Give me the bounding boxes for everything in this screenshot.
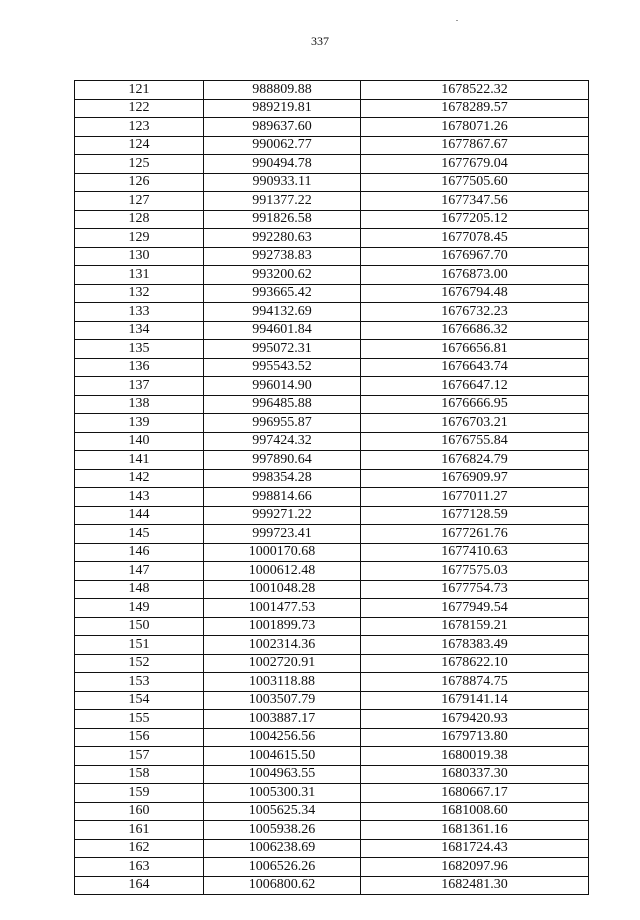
- table-row: [75, 321, 589, 340]
- point-number-cell: 140: [75, 432, 204, 451]
- y-coordinate-cell: 1678071.26: [361, 118, 589, 137]
- point-number-cell: 128: [75, 210, 204, 229]
- table-row: [75, 284, 589, 303]
- table-row: [75, 340, 589, 359]
- y-coordinate-cell: 1676656.81: [361, 340, 589, 359]
- table-row: [75, 617, 589, 636]
- y-coordinate-cell: 1677205.12: [361, 210, 589, 229]
- point-number-cell: 127: [75, 192, 204, 211]
- point-number-cell: 121: [75, 81, 204, 100]
- x-coordinate-cell: 1003118.88: [204, 673, 361, 692]
- table-row: [75, 562, 589, 581]
- y-coordinate-cell: 1676967.70: [361, 247, 589, 266]
- y-coordinate-cell: 1677011.27: [361, 488, 589, 507]
- point-number-cell: 125: [75, 155, 204, 174]
- y-coordinate-cell: 1677128.59: [361, 506, 589, 525]
- x-coordinate-cell: 996955.87: [204, 414, 361, 433]
- point-number-cell: 157: [75, 747, 204, 766]
- table-row: [75, 266, 589, 285]
- point-number-cell: 139: [75, 414, 204, 433]
- point-number-cell: 138: [75, 395, 204, 414]
- point-number-cell: 144: [75, 506, 204, 525]
- point-number-cell: 130: [75, 247, 204, 266]
- x-coordinate-cell: 1006800.62: [204, 876, 361, 895]
- x-coordinate-cell: 992738.83: [204, 247, 361, 266]
- point-number-cell: 149: [75, 599, 204, 618]
- x-coordinate-cell: 993200.62: [204, 266, 361, 285]
- table-row: [75, 229, 589, 248]
- table-row: [75, 802, 589, 821]
- x-coordinate-cell: 989637.60: [204, 118, 361, 137]
- point-number-cell: 147: [75, 562, 204, 581]
- x-coordinate-cell: 1006238.69: [204, 839, 361, 858]
- point-number-cell: 156: [75, 728, 204, 747]
- table-row: [75, 673, 589, 692]
- point-number-cell: 143: [75, 488, 204, 507]
- table-row: [75, 358, 589, 377]
- x-coordinate-cell: 992280.63: [204, 229, 361, 248]
- x-coordinate-cell: 995072.31: [204, 340, 361, 359]
- y-coordinate-cell: 1677754.73: [361, 580, 589, 599]
- x-coordinate-cell: 990933.11: [204, 173, 361, 192]
- y-coordinate-cell: 1677505.60: [361, 173, 589, 192]
- table-row: [75, 747, 589, 766]
- table-row: [75, 99, 589, 118]
- y-coordinate-cell: 1678874.75: [361, 673, 589, 692]
- y-coordinate-cell: 1676909.97: [361, 469, 589, 488]
- x-coordinate-cell: 1004963.55: [204, 765, 361, 784]
- x-coordinate-cell: 1004615.50: [204, 747, 361, 766]
- point-number-cell: 123: [75, 118, 204, 137]
- point-number-cell: 135: [75, 340, 204, 359]
- x-coordinate-cell: 1006526.26: [204, 858, 361, 877]
- table-row: [75, 691, 589, 710]
- point-number-cell: 122: [75, 99, 204, 118]
- point-number-cell: 150: [75, 617, 204, 636]
- x-coordinate-cell: 997890.64: [204, 451, 361, 470]
- x-coordinate-cell: 1002314.36: [204, 636, 361, 655]
- table-row: [75, 247, 589, 266]
- y-coordinate-cell: 1680667.17: [361, 784, 589, 803]
- table-row: [75, 839, 589, 858]
- x-coordinate-cell: 997424.32: [204, 432, 361, 451]
- table-row: [75, 451, 589, 470]
- y-coordinate-cell: 1678159.21: [361, 617, 589, 636]
- point-number-cell: 155: [75, 710, 204, 729]
- x-coordinate-cell: 999723.41: [204, 525, 361, 544]
- y-coordinate-cell: 1678289.57: [361, 99, 589, 118]
- point-number-cell: 161: [75, 821, 204, 840]
- point-number-cell: 129: [75, 229, 204, 248]
- coordinates-table: [74, 80, 589, 895]
- table-row: [75, 525, 589, 544]
- table-row: [75, 488, 589, 507]
- table-row: [75, 784, 589, 803]
- point-number-cell: 158: [75, 765, 204, 784]
- coordinates-table-body: [75, 81, 589, 895]
- table-row: [75, 155, 589, 174]
- x-coordinate-cell: 993665.42: [204, 284, 361, 303]
- x-coordinate-cell: 1003507.79: [204, 691, 361, 710]
- y-coordinate-cell: 1676703.21: [361, 414, 589, 433]
- y-coordinate-cell: 1677867.67: [361, 136, 589, 155]
- x-coordinate-cell: 1000612.48: [204, 562, 361, 581]
- table-row: [75, 173, 589, 192]
- table-row: [75, 469, 589, 488]
- y-coordinate-cell: 1679141.14: [361, 691, 589, 710]
- x-coordinate-cell: 989219.81: [204, 99, 361, 118]
- table-row: [75, 506, 589, 525]
- y-coordinate-cell: 1676824.79: [361, 451, 589, 470]
- point-number-cell: 141: [75, 451, 204, 470]
- point-number-cell: 162: [75, 839, 204, 858]
- y-coordinate-cell: 1677261.76: [361, 525, 589, 544]
- table-row: [75, 395, 589, 414]
- x-coordinate-cell: 1005938.26: [204, 821, 361, 840]
- y-coordinate-cell: 1676873.00: [361, 266, 589, 285]
- table-row: [75, 432, 589, 451]
- x-coordinate-cell: 1002720.91: [204, 654, 361, 673]
- x-coordinate-cell: 1003887.17: [204, 710, 361, 729]
- y-coordinate-cell: 1682481.30: [361, 876, 589, 895]
- table-row: [75, 876, 589, 895]
- point-number-cell: 131: [75, 266, 204, 285]
- x-coordinate-cell: 990062.77: [204, 136, 361, 155]
- point-number-cell: 151: [75, 636, 204, 655]
- x-coordinate-cell: 998354.28: [204, 469, 361, 488]
- y-coordinate-cell: 1678522.32: [361, 81, 589, 100]
- page-number: 337: [311, 34, 329, 48]
- x-coordinate-cell: 1001899.73: [204, 617, 361, 636]
- x-coordinate-cell: 999271.22: [204, 506, 361, 525]
- y-coordinate-cell: 1679420.93: [361, 710, 589, 729]
- y-coordinate-cell: 1677347.56: [361, 192, 589, 211]
- point-number-cell: 134: [75, 321, 204, 340]
- point-number-cell: 152: [75, 654, 204, 673]
- point-number-cell: 154: [75, 691, 204, 710]
- x-coordinate-cell: 1001477.53: [204, 599, 361, 618]
- table-row: [75, 414, 589, 433]
- x-coordinate-cell: 1005300.31: [204, 784, 361, 803]
- x-coordinate-cell: 995543.52: [204, 358, 361, 377]
- table-row: [75, 192, 589, 211]
- y-coordinate-cell: 1677410.63: [361, 543, 589, 562]
- point-number-cell: 136: [75, 358, 204, 377]
- x-coordinate-cell: 1000170.68: [204, 543, 361, 562]
- point-number-cell: 153: [75, 673, 204, 692]
- table-row: [75, 636, 589, 655]
- table-row: [75, 543, 589, 562]
- point-number-cell: 142: [75, 469, 204, 488]
- y-coordinate-cell: 1676794.48: [361, 284, 589, 303]
- x-coordinate-cell: 996485.88: [204, 395, 361, 414]
- table-row: [75, 210, 589, 229]
- y-coordinate-cell: 1678622.10: [361, 654, 589, 673]
- x-coordinate-cell: 991826.58: [204, 210, 361, 229]
- point-number-cell: 145: [75, 525, 204, 544]
- y-coordinate-cell: 1676643.74: [361, 358, 589, 377]
- point-number-cell: 159: [75, 784, 204, 803]
- table-row: [75, 81, 589, 100]
- y-coordinate-cell: 1677679.04: [361, 155, 589, 174]
- x-coordinate-cell: 991377.22: [204, 192, 361, 211]
- coordinates-table-container: [74, 80, 588, 895]
- point-number-cell: 160: [75, 802, 204, 821]
- y-coordinate-cell: 1682097.96: [361, 858, 589, 877]
- x-coordinate-cell: 1005625.34: [204, 802, 361, 821]
- table-row: [75, 765, 589, 784]
- point-number-cell: 137: [75, 377, 204, 396]
- y-coordinate-cell: 1678383.49: [361, 636, 589, 655]
- table-row: [75, 377, 589, 396]
- y-coordinate-cell: 1677949.54: [361, 599, 589, 618]
- point-number-cell: 124: [75, 136, 204, 155]
- table-row: [75, 303, 589, 322]
- y-coordinate-cell: 1681008.60: [361, 802, 589, 821]
- point-number-cell: 126: [75, 173, 204, 192]
- y-coordinate-cell: 1681361.16: [361, 821, 589, 840]
- table-row: [75, 710, 589, 729]
- table-row: [75, 728, 589, 747]
- y-coordinate-cell: 1677575.03: [361, 562, 589, 581]
- y-coordinate-cell: 1679713.80: [361, 728, 589, 747]
- point-number-cell: 164: [75, 876, 204, 895]
- x-coordinate-cell: 994132.69: [204, 303, 361, 322]
- x-coordinate-cell: 998814.66: [204, 488, 361, 507]
- point-number-cell: 146: [75, 543, 204, 562]
- y-coordinate-cell: 1676666.95: [361, 395, 589, 414]
- x-coordinate-cell: 996014.90: [204, 377, 361, 396]
- table-row: [75, 136, 589, 155]
- y-coordinate-cell: 1677078.45: [361, 229, 589, 248]
- x-coordinate-cell: 988809.88: [204, 81, 361, 100]
- y-coordinate-cell: 1676686.32: [361, 321, 589, 340]
- table-row: [75, 858, 589, 877]
- y-coordinate-cell: 1676647.12: [361, 377, 589, 396]
- y-coordinate-cell: 1676755.84: [361, 432, 589, 451]
- point-number-cell: 148: [75, 580, 204, 599]
- y-coordinate-cell: 1676732.23: [361, 303, 589, 322]
- table-row: [75, 654, 589, 673]
- y-coordinate-cell: 1680019.38: [361, 747, 589, 766]
- x-coordinate-cell: 994601.84: [204, 321, 361, 340]
- point-number-cell: 132: [75, 284, 204, 303]
- x-coordinate-cell: 990494.78: [204, 155, 361, 174]
- table-row: [75, 580, 589, 599]
- x-coordinate-cell: 1004256.56: [204, 728, 361, 747]
- point-number-cell: 133: [75, 303, 204, 322]
- table-row: [75, 599, 589, 618]
- point-number-cell: 163: [75, 858, 204, 877]
- scan-speck: [456, 20, 458, 21]
- y-coordinate-cell: 1680337.30: [361, 765, 589, 784]
- x-coordinate-cell: 1001048.28: [204, 580, 361, 599]
- y-coordinate-cell: 1681724.43: [361, 839, 589, 858]
- table-row: [75, 821, 589, 840]
- table-row: [75, 118, 589, 137]
